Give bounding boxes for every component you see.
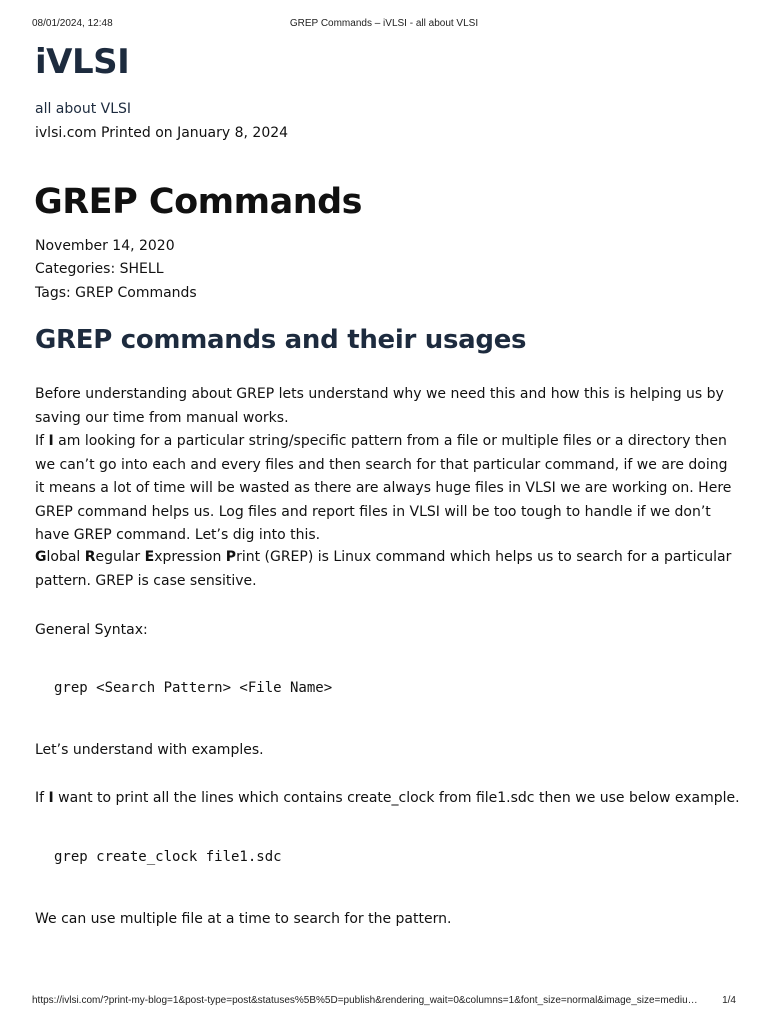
site-tagline: all about VLSI — [35, 101, 132, 117]
code-create-clock-example: grep create_clock file1.sdc — [54, 849, 282, 865]
acronym-g-rest: lobal — [46, 549, 85, 565]
create-clock-paragraph — [35, 787, 740, 811]
print-timestamp: 08/01/2024, 12:48 — [32, 18, 113, 29]
acronym-p-rest: rint (GREP) is Linux command which helps us to search for a particular pattern. GREP is case sensitive. — [35, 549, 732, 589]
acronym-paragraph — [35, 546, 740, 593]
print-footer — [32, 995, 736, 1009]
examples-paragraph: Let’s understand with examples. — [35, 742, 264, 758]
print-page-title: GREP Commands – iVLSI - all about VLSI — [289, 18, 479, 29]
code-syntax-example: grep <Search Pattern> <File Name> — [54, 680, 333, 696]
post-tags: Tags: GREP Commands — [35, 285, 197, 301]
acronym-e: E — [144, 549, 155, 565]
acronym-r: R — [84, 549, 96, 565]
acronym-p: P — [225, 549, 237, 565]
print-url: https://ivlsi.com/?print-my-blog=1&post-type=post&statuses%5B%5D=publish&rendering_wait=0&columns=1&font_size=normal&image_size=mediu… — [32, 995, 698, 1006]
p5-bold-i: I — [48, 790, 54, 806]
intro-text: Before understanding about GREP lets understand why we need this and how this is helping us by saving our time from manual works. — [35, 386, 724, 426]
acronym-e-rest: xpression — [154, 549, 226, 565]
post-date: November 14, 2020 — [35, 238, 175, 254]
page-number: 1/4 — [722, 995, 736, 1006]
p5-if-text: If — [35, 790, 49, 806]
acronym-g: G — [35, 549, 47, 565]
intro-paragraph — [35, 383, 740, 548]
printed-on-line: ivlsi.com Printed on January 8, 2024 — [35, 125, 289, 141]
intro-if-text: If — [35, 433, 49, 449]
print-header — [32, 18, 736, 32]
post-title: GREP Commands — [34, 182, 363, 222]
intro-rest-text: am looking for a particular string/specific pattern from a file or multiple files or a directory then we can’t go into each and every files and then search for that particular command, if we are doing it means a lot of time will be wasted as there are always huge files in VLSI we are working on. Here GREP command helps us. Log files and report files in VLSI will be too tough to handle if we don’t have GREP command. Let’s dig into this. — [35, 433, 732, 543]
acronym-r-rest: egular — [95, 549, 145, 565]
multiple-file-paragraph: We can use multiple file at a time to search for the pattern. — [35, 911, 452, 927]
site-title: iVLSI — [35, 42, 130, 82]
p5-rest-text: want to print all the lines which contains create_clock from file1.sdc then we use below example. — [53, 790, 740, 806]
intro-bold-i: I — [48, 433, 54, 449]
post-categories: Categories: SHELL — [35, 261, 164, 277]
general-syntax-label: General Syntax: — [35, 622, 148, 638]
section-heading: GREP commands and their usages — [35, 325, 527, 355]
